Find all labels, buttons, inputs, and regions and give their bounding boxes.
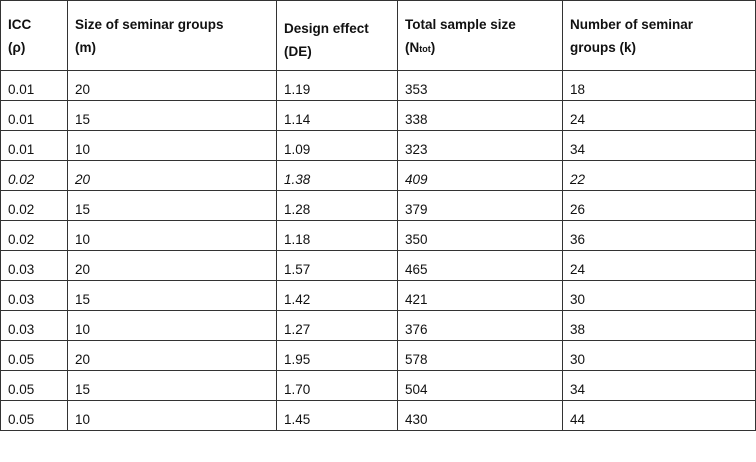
cell-total-sample-size: 421 [398, 281, 563, 311]
cell-total-sample-size: 376 [398, 311, 563, 341]
table-row [1, 71, 756, 101]
cell-total-sample-size: 323 [398, 131, 563, 161]
cell-design-effect: 1.95 [277, 341, 398, 371]
cell-icc: 0.03 [1, 281, 68, 311]
cell-number-of-groups: 34 [563, 371, 756, 401]
header-row [1, 1, 756, 71]
cell-total-sample-size: 379 [398, 191, 563, 221]
cell-group-size: 20 [68, 251, 277, 281]
cell-design-effect: 1.45 [277, 401, 398, 431]
header-icc-line1: ICC [8, 17, 32, 32]
cell-design-effect: 1.38 [277, 161, 398, 191]
header-group-size-line2: (m) [75, 40, 96, 55]
header-total-sample-size-suffix: ) [430, 40, 436, 55]
cell-icc: 0.01 [1, 131, 68, 161]
table-body [1, 71, 756, 431]
cell-group-size: 15 [68, 281, 277, 311]
cell-group-size: 10 [68, 311, 277, 341]
table-row [1, 281, 756, 311]
cell-number-of-groups: 44 [563, 401, 756, 431]
cell-icc: 0.01 [1, 71, 68, 101]
cell-design-effect: 1.57 [277, 251, 398, 281]
table-row [1, 101, 756, 131]
cell-number-of-groups: 22 [563, 161, 756, 191]
cell-group-size: 10 [68, 401, 277, 431]
table-row [1, 311, 756, 341]
cell-group-size: 15 [68, 191, 277, 221]
table-row [1, 191, 756, 221]
header-group-size-line1: Size of seminar groups [75, 17, 224, 32]
cell-number-of-groups: 36 [563, 221, 756, 251]
cell-design-effect: 1.14 [277, 101, 398, 131]
cell-group-size: 15 [68, 371, 277, 401]
cell-total-sample-size: 409 [398, 161, 563, 191]
header-number-of-groups [563, 1, 756, 71]
table-row [1, 401, 756, 431]
header-icc-line2: (ρ) [8, 40, 26, 55]
cell-total-sample-size: 578 [398, 341, 563, 371]
cell-number-of-groups: 24 [563, 101, 756, 131]
header-total-sample-size-subscript: tot [419, 44, 431, 54]
cell-design-effect: 1.09 [277, 131, 398, 161]
cell-group-size: 10 [68, 221, 277, 251]
cell-icc: 0.05 [1, 371, 68, 401]
cell-icc: 0.03 [1, 251, 68, 281]
header-total-sample-size [398, 1, 563, 71]
cell-icc: 0.02 [1, 221, 68, 251]
header-total-sample-size-line1: Total sample size [405, 17, 516, 32]
cell-design-effect: 1.19 [277, 71, 398, 101]
table-row [1, 131, 756, 161]
cell-design-effect: 1.70 [277, 371, 398, 401]
header-design-effect-line1: Design effect [284, 21, 369, 36]
cell-number-of-groups: 34 [563, 131, 756, 161]
cell-group-size: 10 [68, 131, 277, 161]
cell-icc: 0.02 [1, 191, 68, 221]
cell-design-effect: 1.27 [277, 311, 398, 341]
cell-total-sample-size: 430 [398, 401, 563, 431]
cell-group-size: 20 [68, 161, 277, 191]
cell-group-size: 20 [68, 341, 277, 371]
table-row [1, 221, 756, 251]
cell-number-of-groups: 30 [563, 281, 756, 311]
table-header [1, 1, 756, 71]
table-row [1, 341, 756, 371]
cell-group-size: 20 [68, 71, 277, 101]
header-icc [1, 1, 68, 71]
cell-total-sample-size: 353 [398, 71, 563, 101]
cell-number-of-groups: 26 [563, 191, 756, 221]
cell-number-of-groups: 24 [563, 251, 756, 281]
cell-icc: 0.02 [1, 161, 68, 191]
cell-number-of-groups: 18 [563, 71, 756, 101]
header-group-size [68, 1, 277, 71]
header-total-sample-size-prefix: (N [405, 40, 420, 55]
header-design-effect-line2: (DE) [284, 44, 312, 59]
cell-icc: 0.05 [1, 341, 68, 371]
cell-number-of-groups: 30 [563, 341, 756, 371]
cell-total-sample-size: 338 [398, 101, 563, 131]
cell-icc: 0.01 [1, 101, 68, 131]
cell-design-effect: 1.18 [277, 221, 398, 251]
table-row [1, 161, 756, 191]
cell-design-effect: 1.28 [277, 191, 398, 221]
header-number-of-groups-line1: Number of seminar [570, 17, 694, 32]
table-row [1, 371, 756, 401]
cell-icc: 0.05 [1, 401, 68, 431]
cell-design-effect: 1.42 [277, 281, 398, 311]
header-design-effect [277, 1, 398, 71]
table-row [1, 251, 756, 281]
header-number-of-groups-line2: groups (k) [570, 40, 636, 55]
cell-number-of-groups: 38 [563, 311, 756, 341]
cell-total-sample-size: 350 [398, 221, 563, 251]
cell-group-size: 15 [68, 101, 277, 131]
cell-total-sample-size: 504 [398, 371, 563, 401]
cell-total-sample-size: 465 [398, 251, 563, 281]
cell-icc: 0.03 [1, 311, 68, 341]
